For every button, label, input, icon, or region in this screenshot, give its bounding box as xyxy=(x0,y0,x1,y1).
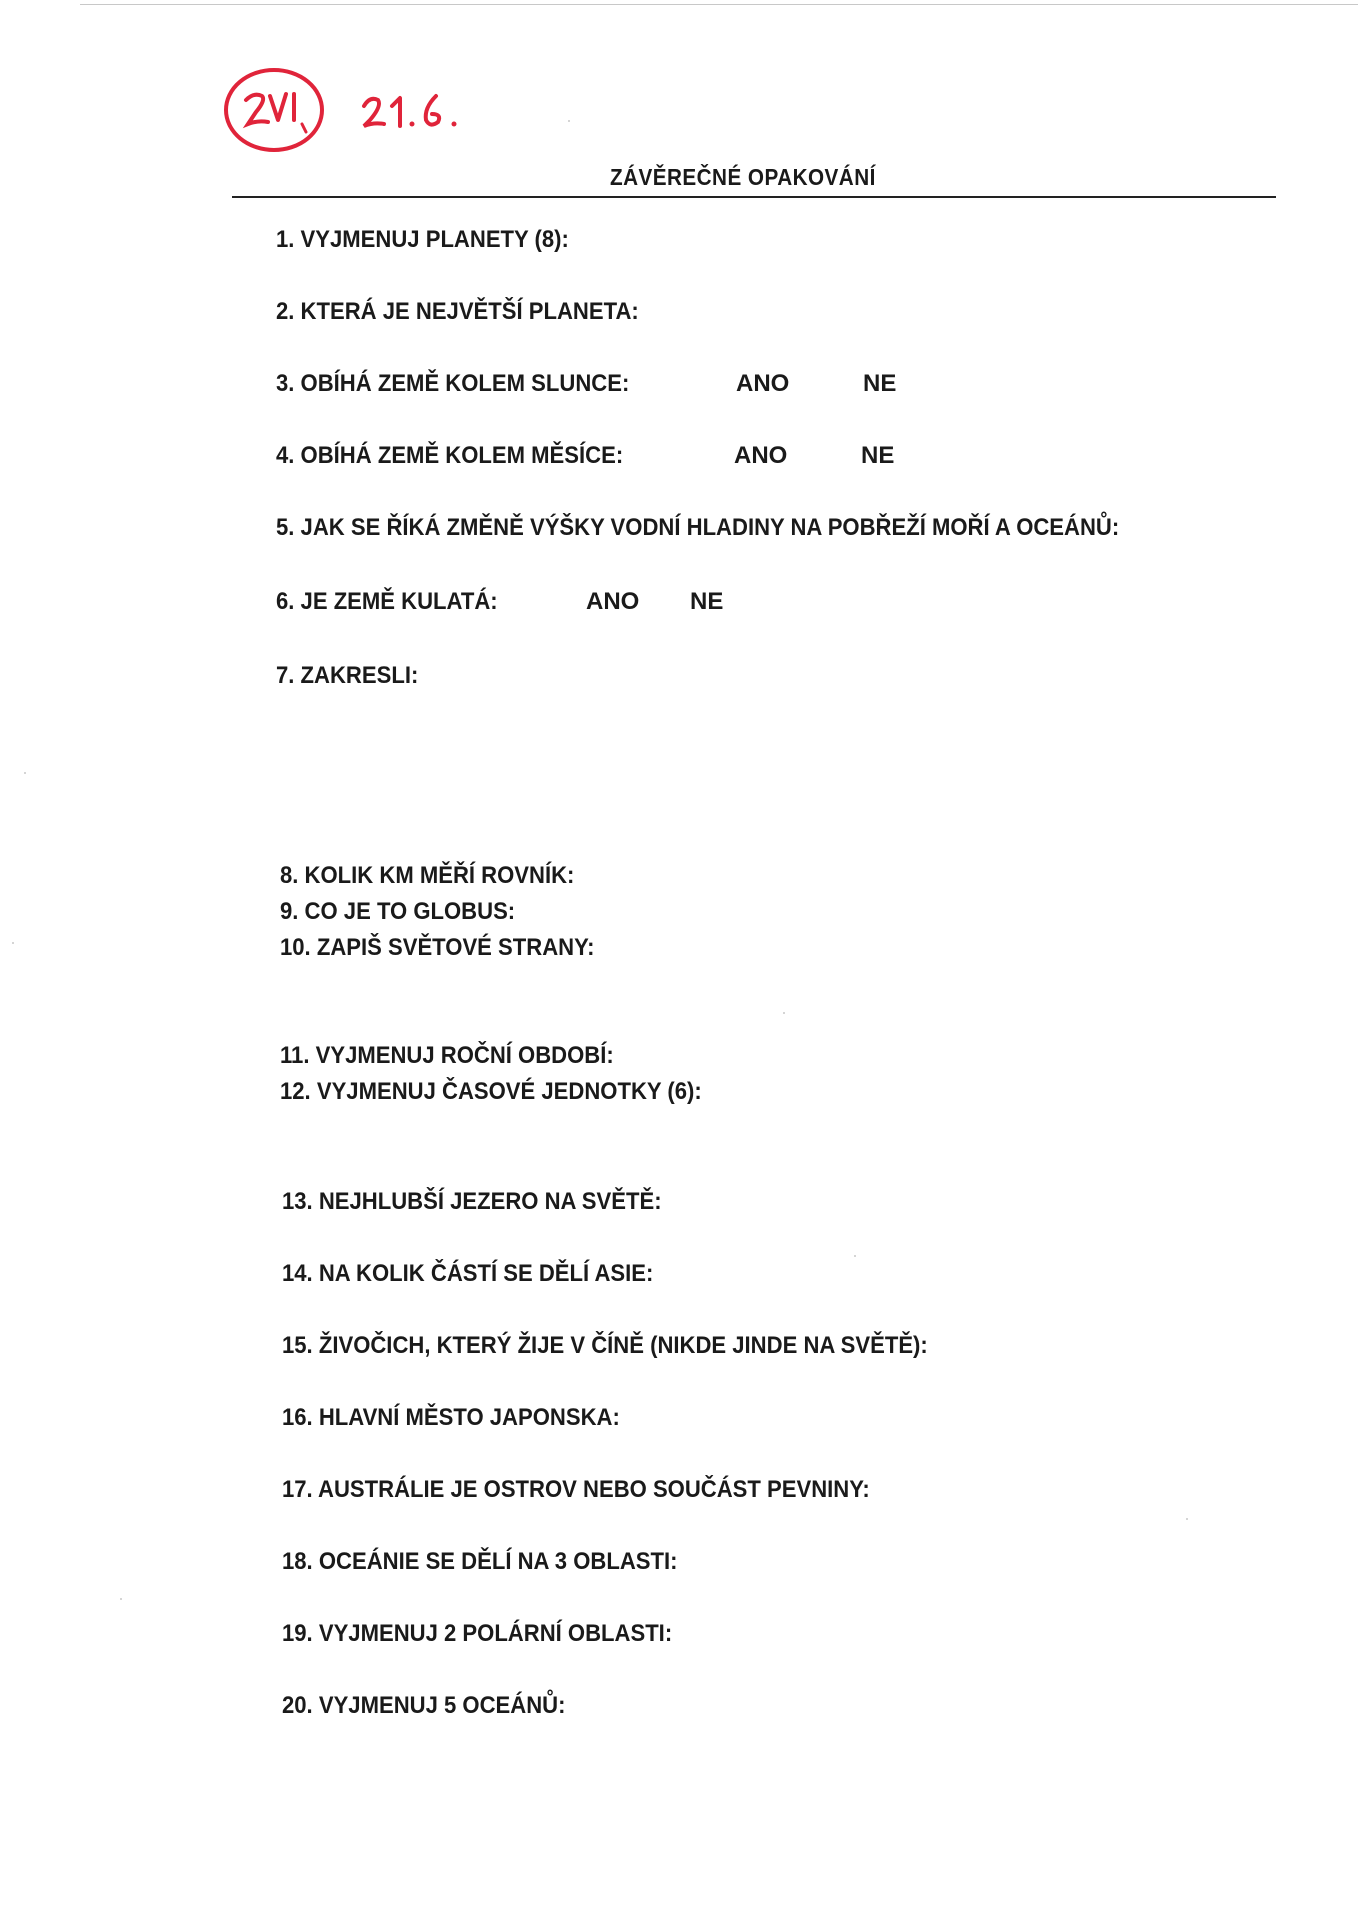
question-7: 7. ZAKRESLI: xyxy=(276,662,419,689)
question-12: 12. VYJMENUJ ČASOVÉ JEDNOTKY (6): xyxy=(280,1078,702,1105)
scan-top-edge xyxy=(80,4,1358,5)
scan-speck xyxy=(120,1598,122,1600)
worksheet-title: ZÁVĚREČNÉ OPAKOVÁNÍ xyxy=(610,164,876,190)
question-3-option-ne: NE xyxy=(863,370,897,397)
question-19: 19. VYJMENUJ 2 POLÁRNÍ OBLASTI: xyxy=(282,1620,673,1647)
scan-speck xyxy=(24,772,26,774)
question-20: 20. VYJMENUJ 5 OCEÁNŮ: xyxy=(282,1692,566,1719)
scan-speck xyxy=(854,1255,856,1257)
handwritten-annotation xyxy=(222,62,522,162)
question-9: 9. CO JE TO GLOBUS: xyxy=(280,898,516,925)
scan-speck xyxy=(568,120,570,122)
scan-speck xyxy=(783,1012,785,1014)
question-3-option-ano: ANO xyxy=(736,370,790,397)
question-13: 13. NEJHLUBŠÍ JEZERO NA SVĚTĚ: xyxy=(282,1188,662,1215)
question-8: 8. KOLIK KM MĚŘÍ ROVNÍK: xyxy=(280,862,575,889)
question-16: 16. HLAVNÍ MĚSTO JAPONSKA: xyxy=(282,1404,620,1431)
question-15: 15. ŽIVOČICH, KTERÝ ŽIJE V ČÍNĚ (NIKDE JINDE NA SVĚTĚ): xyxy=(282,1332,928,1359)
title-underline xyxy=(232,196,1276,198)
question-14: 14. NA KOLIK ČÁSTÍ SE DĚLÍ ASIE: xyxy=(282,1260,654,1287)
question-6: 6. JE ZEMĚ KULATÁ: xyxy=(276,588,498,615)
question-5: 5. JAK SE ŘÍKÁ ZMĚNĚ VÝŠKY VODNÍ HLADINY NA POBŘEŽÍ MOŘÍ A OCEÁNŮ: xyxy=(276,514,1120,541)
question-4: 4. OBÍHÁ ZEMĚ KOLEM MĚSÍCE: xyxy=(276,442,624,469)
question-10: 10. ZAPIŠ SVĚTOVÉ STRANY: xyxy=(280,934,595,961)
question-6-option-ano: ANO xyxy=(586,588,640,615)
question-6-option-ne: NE xyxy=(690,588,724,615)
scan-speck xyxy=(1186,1518,1188,1520)
question-17: 17. AUSTRÁLIE JE OSTROV NEBO SOUČÁST PEVNINY: xyxy=(282,1476,870,1503)
question-4-option-ne: NE xyxy=(861,442,895,469)
question-1: 1. VYJMENUJ PLANETY (8): xyxy=(276,226,569,253)
question-18: 18. OCEÁNIE SE DĚLÍ NA 3 OBLASTI: xyxy=(282,1548,678,1575)
question-2: 2. KTERÁ JE NEJVĚTŠÍ PLANETA: xyxy=(276,298,639,325)
scan-speck xyxy=(12,942,14,944)
question-3: 3. OBÍHÁ ZEMĚ KOLEM SLUNCE: xyxy=(276,370,630,397)
question-4-option-ano: ANO xyxy=(734,442,788,469)
question-11: 11. VYJMENUJ ROČNÍ OBDOBÍ: xyxy=(280,1042,614,1069)
